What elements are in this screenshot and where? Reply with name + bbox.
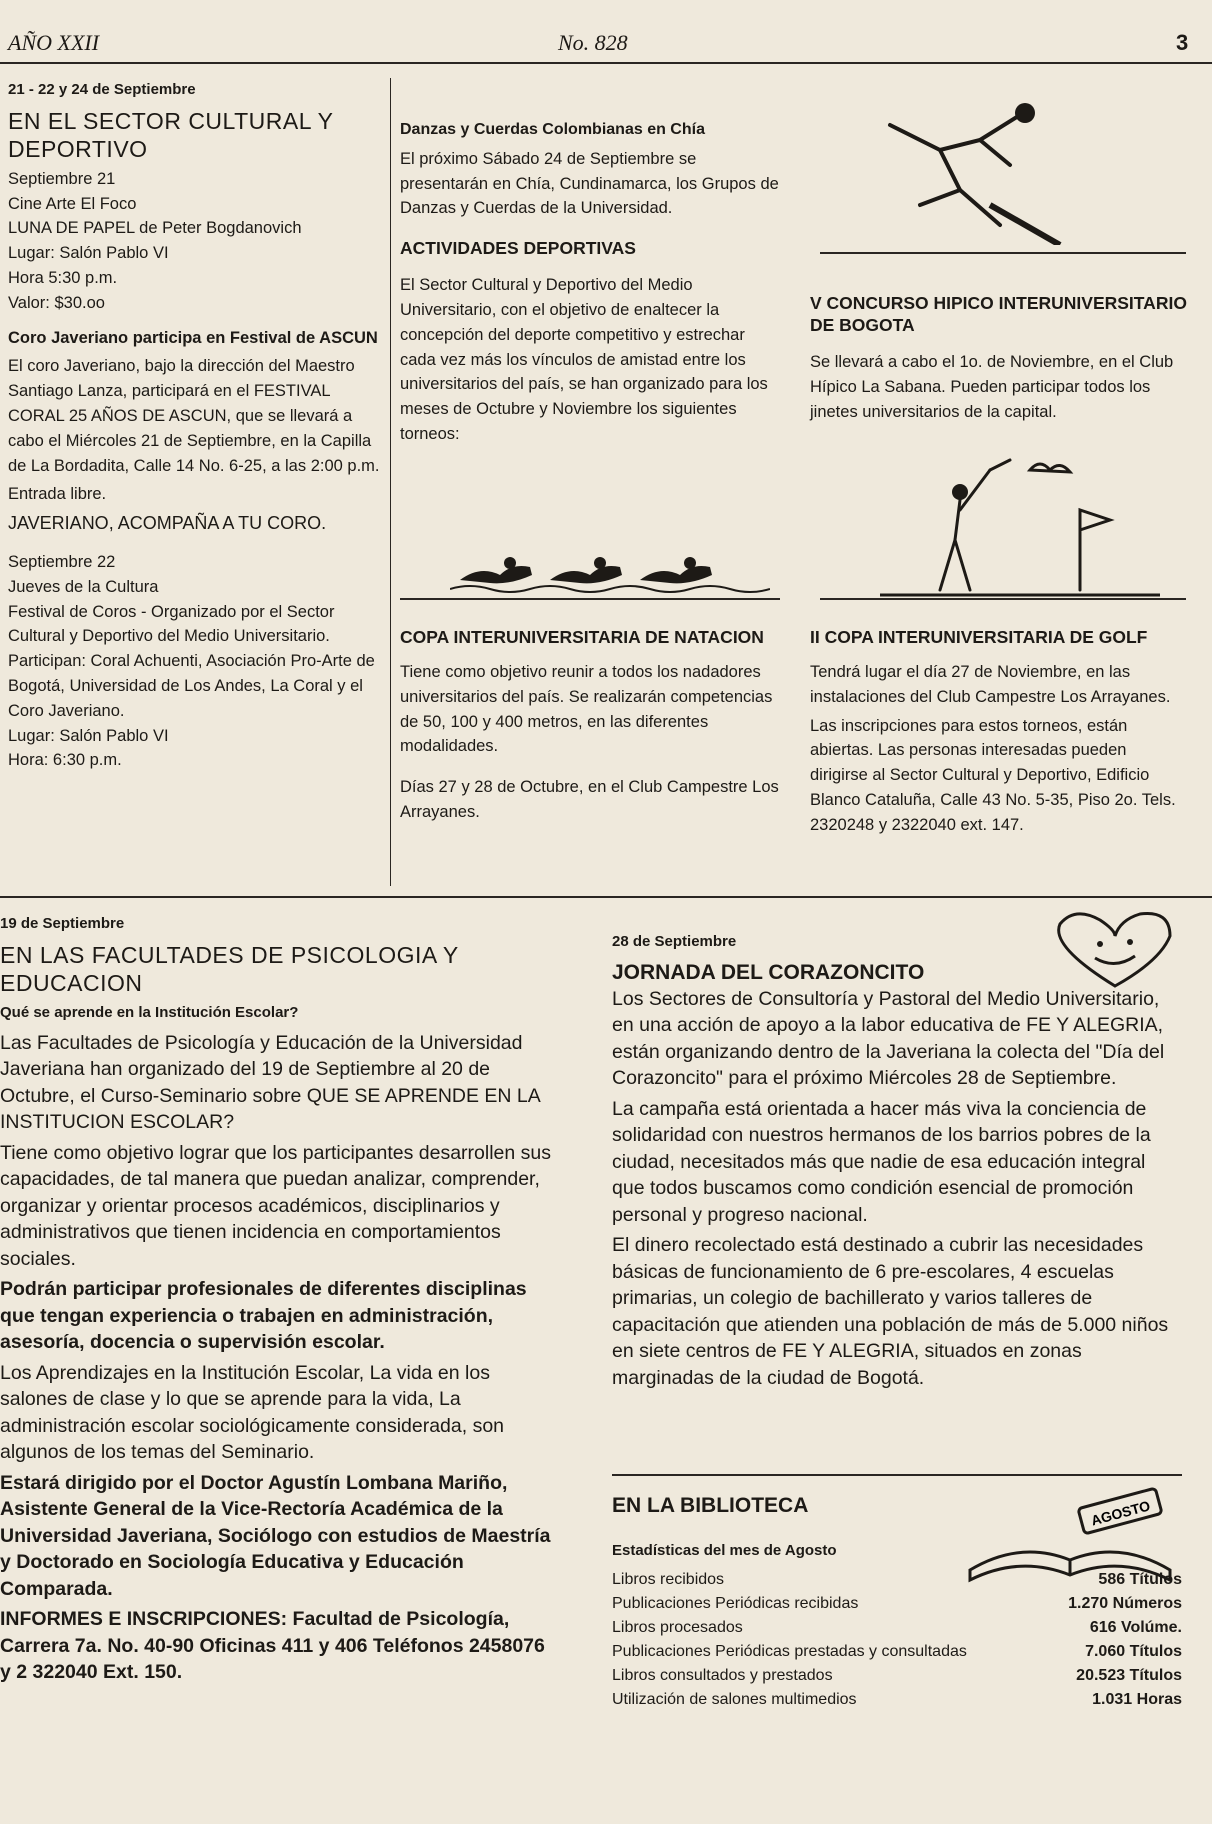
biblioteca-subheading: Estadísticas del mes de Agosto: [612, 1542, 837, 1559]
right-column: [810, 292, 1188, 428]
article-body: [0, 1030, 560, 1686]
event-line: Septiembre 21: [8, 169, 116, 188]
hipico-text: Se llevará a cabo el 1o. de Noviembre, en el Club Hípico La Sabana. Pueden participar todos los jinetes universitarios de la capital.: [810, 353, 1174, 421]
agosto-badge: AGOSTO: [1089, 1497, 1152, 1529]
actividades-text: El Sector Cultural y Deportivo del Medio Universitario, con el objetivo de enaltecer la concepción del deporte competitivo y estrechar cada vez más los vínculos de amistad entre los universitarios del país, se han organizado para los meses de Octubre y Noviembre los siguientes torneos:: [400, 276, 768, 443]
coro-text: El coro Javeriano, bajo la dirección del Maestro Santiago Lanza, participará en el FESTIVAL CORAL 25 AÑOS DE ASCUN, que se llevará a cabo el Miércoles 21 de Septiembre, en la Capilla de La Bordadita, Calle 14 No. 6-25, a las 2:00 p.m.: [8, 357, 380, 475]
paragraph: INFORMES E INSCRIPCIONES: Facultad de Psicología, Carrera 7a. No. 40-90 Oficinas 411 y 406 Teléfonos 2458076 y 2 322040 Ext. 150.: [0, 1608, 545, 1684]
article-title: EN LAS FACULTADES DE PSICOLOGIA Y EDUCACION: [0, 941, 459, 996]
event-line: Lugar: Salón Pablo VI: [8, 244, 169, 263]
paragraph: Podrán participar profesionales de diferentes disciplinas que tengan experiencia o trabajen en administración, asesoría, docencia o supervisión escolar.: [0, 1278, 527, 1354]
book-illustration: [960, 1480, 1180, 1590]
event-line: LUNA DE PAPEL de Peter Bogdanovich: [8, 219, 302, 238]
event-line: Participan: Coral Achuenti, Asociación Pro-Arte de Bogotá, Universidad de Los Andes, La Coral y el Coro Javeriano.: [8, 652, 375, 720]
psicologia-article: [0, 912, 560, 1690]
date-heading: 21 - 22 y 24 de Septiembre: [8, 81, 196, 98]
middle-column: [400, 118, 780, 451]
header-rule: [0, 62, 1212, 64]
paragraph: La campaña está orientada a hacer más viva la conciencia de solidaridad con nuestros hermanos de los barrios pobres de la ciudad, necesitados más que nadie de esa educación integral que todos buscamos como condición esencial de promoción personal y progreso nacional.: [612, 1097, 1151, 1226]
paragraph: Estará dirigido por el Doctor Agustín Lombana Mariño, Asistente General de la Vice-Rectoría Académica de la Universidad Javeriana, Sociólogo con estudios de Maestría y Doctorado en Sociología Educativa y Educación Comparada.: [0, 1471, 551, 1600]
rider-illustration: [860, 95, 1080, 245]
swimmers-illustration: [450, 545, 770, 595]
mid-rule: [400, 598, 780, 600]
biblioteca-rule: [612, 1474, 1182, 1476]
corazoncito-article: [612, 930, 1182, 1395]
paragraph: Las Facultades de Psicología y Educación de la Universidad Javeriana han organizado del 19 de Septiembre al 20 de Octubre, el Curso-Seminario sobre QUE SE APRENDE EN LA INSTITUCION ESCOLAR?: [0, 1031, 540, 1134]
event-line: Septiembre 22: [8, 552, 116, 571]
event-line: Jueves de la Cultura: [8, 577, 159, 596]
golf-heading: II COPA INTERUNIVERSITARIA DE GOLF: [810, 627, 1148, 647]
event-line: Festival de Coros - Organizado por el Sector Cultural y Deportivo del Medio Universitario.: [8, 602, 335, 646]
actividades-heading: ACTIVIDADES DEPORTIVAS: [400, 238, 636, 259]
stat-row: Publicaciones Periódicas prestadas y consultadas 7.060 Títulos: [612, 1642, 1182, 1660]
section-title: EN EL SECTOR CULTURAL Y DEPORTIVO: [8, 107, 334, 162]
copa-text: Tiene como objetivo reunir a todos los nadadores universitarios del país. Se realizarán competencias de 50, 100 y 400 metros, en las diferentes modalidades.: [400, 663, 773, 756]
stat-row: Libros procesados 616 Volúme.: [612, 1618, 1182, 1636]
biblioteca-heading: EN LA BIBLIOTECA: [612, 1494, 809, 1517]
stat-row: Utilización de salones multimedios 1.031 Horas: [612, 1690, 1182, 1708]
copa-natacion: [400, 626, 780, 829]
event-list-1: [8, 167, 380, 316]
right-rule-2: [820, 598, 1186, 600]
date-heading: 28 de Septiembre: [612, 933, 737, 950]
entrada-text: Entrada libre.: [8, 485, 107, 504]
paragraph: El dinero recolectado está destinado a cubrir las necesidades básicas de funcionamiento de 6 pre-escolares, 4 escuelas primarias, un colegio de bachillerato y varios talleres de capacitación que atienden una población de más de 5.000 niños en siete centros de FE Y ALEGRIA, situados en zonas marginadas de la ciudad de Bogotá.: [612, 1234, 1169, 1389]
stat-row: Libros recibidos 586 Títulos: [612, 1570, 1182, 1588]
article-subtitle: Qué se aprende en la Institución Escolar?: [0, 1003, 299, 1021]
right-rule-1: [820, 252, 1186, 254]
paragraph: Los Aprendizajes en la Institución Escolar, La vida en los salones de clase y lo que se aprende para la vida, La administración escolar sociológicamente considerada, son algunos de los temas del Seminario.: [0, 1361, 505, 1464]
event-line: Lugar: Salón Pablo VI: [8, 726, 169, 745]
event-line: Hora 5:30 p.m.: [8, 268, 118, 287]
article-body: [612, 986, 1182, 1392]
event-line: Valor: $30.oo: [8, 293, 105, 312]
column-divider: [390, 78, 391, 886]
event-line: Cine Arte El Foco: [8, 194, 137, 213]
golf-section: [810, 626, 1188, 842]
coro-slogan: JAVERIANO, ACOMPAÑA A TU CORO.: [8, 513, 327, 534]
inscripciones-text: Las inscripciones para estos torneos, están abiertas. Las personas interesadas pueden dirigirse al Sector Cultural y Deportivo, Edificio Blanco Cataluña, Calle 43 No. 5-35, Piso 2o. Tels. 2320248 y 2322040 ext. 147.: [810, 716, 1176, 834]
stat-row: Libros consultados y prestados 20.523 Títulos: [612, 1666, 1182, 1684]
danzas-text: El próximo Sábado 24 de Septiembre se presentarán en Chía, Cundinamarca, los Grupos de Danzas y Cuerdas de la Universidad.: [400, 149, 779, 218]
issue-number: No. 828: [558, 30, 628, 55]
golf-text: Tendrá lugar el día 27 de Noviembre, en las instalaciones del Club Campestre Los Arrayanes.: [810, 663, 1171, 706]
page-number: 3: [1176, 30, 1189, 55]
event-line: Hora: 6:30 p.m.: [8, 751, 122, 770]
copa-dias: Días 27 y 28 de Octubre, en el Club Campestre Los Arrayanes.: [400, 778, 779, 821]
issue-year: AÑO XXII: [8, 30, 100, 55]
paragraph: Los Sectores de Consultoría y Pastoral del Medio Universitario, en una acción de apoyo a la labor educativa de FE Y ALEGRIA, están organizando dentro de la Javeriana la colecta del "Día del Corazoncito" para el próximo Miércoles 28 de Septiembre.: [612, 987, 1165, 1090]
section-divider: [0, 896, 1212, 898]
danzas-heading: Danzas y Cuerdas Colombianas en Chía: [400, 121, 705, 138]
golfer-illustration: [880, 450, 1160, 600]
hipico-heading: V CONCURSO HIPICO INTERUNIVERSITARIO DE BOGOTA: [810, 293, 1187, 335]
event-list-2: [8, 550, 380, 773]
copa-heading: COPA INTERUNIVERSITARIA DE NATACION: [400, 627, 764, 647]
paragraph: Tiene como objetivo lograr que los participantes desarrollen sus capacidades, de tal manera que puedan analizar, comprender, organizar y orientar procesos académicos, disciplinarios y administrativos que tienen incidencia en comportamientos sociales.: [0, 1141, 551, 1270]
article-title: JORNADA DEL CORAZONCITO: [612, 960, 925, 984]
stat-row: Publicaciones Periódicas recibidas 1.270 Números: [612, 1594, 1182, 1612]
date-heading: 19 de Septiembre: [0, 915, 125, 932]
coro-heading: Coro Javeriano participa en Festival de ASCUN: [8, 328, 378, 347]
left-column: [8, 78, 380, 773]
